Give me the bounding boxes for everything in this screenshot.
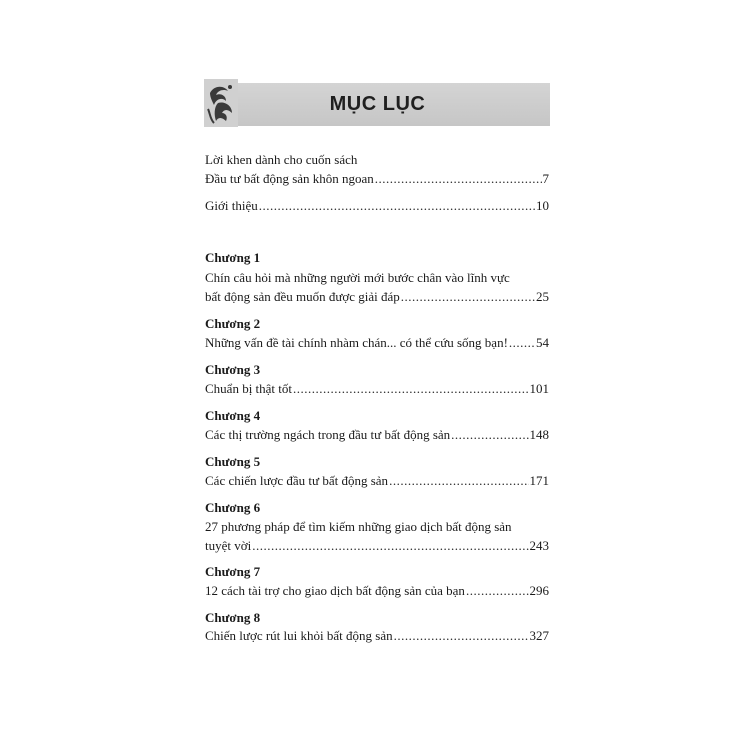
flourish-ornament-icon bbox=[204, 79, 238, 127]
toc-entry-chapter-5[interactable] bbox=[205, 473, 549, 489]
chapter-label: Chương 3 bbox=[205, 362, 261, 377]
toc-entry-title-line: 27 phương pháp để tìm kiếm những giao dịch bất động sản bbox=[205, 519, 512, 534]
toc-entry-chapter-8[interactable] bbox=[205, 628, 549, 644]
toc-entry-title: 12 cách tài trợ cho giao dịch bất động sản của bạn bbox=[205, 583, 465, 598]
toc-entry-chapter-4[interactable] bbox=[205, 427, 549, 443]
page-title: MỤC LỤC bbox=[329, 93, 426, 115]
toc-entry-title: Đầu tư bất động sản khôn ngoan bbox=[205, 171, 374, 186]
leader-dots bbox=[389, 473, 528, 489]
toc-entry-title: Các thị trường ngách trong đầu tư bất động sản bbox=[205, 427, 451, 442]
toc-page-number: 296 bbox=[529, 583, 549, 598]
chapter-label: Chương 6 bbox=[205, 500, 261, 515]
toc-entry-chapter-1[interactable] bbox=[205, 289, 549, 305]
toc-page-number: 10 bbox=[536, 198, 549, 213]
chapter-label: Chương 7 bbox=[205, 564, 261, 579]
toc-page-number: 243 bbox=[529, 538, 549, 553]
toc-entry-title: tuyệt vời bbox=[205, 538, 252, 553]
chapter-label: Chương 5 bbox=[205, 454, 261, 469]
toc-entry-praise[interactable] bbox=[205, 171, 549, 187]
leader-dots bbox=[375, 171, 542, 187]
leader-dots bbox=[509, 335, 535, 351]
toc-entry-title: bất động sản đều muốn được giải đáp bbox=[205, 289, 400, 304]
toc-praise-line1: Lời khen dành cho cuốn sách bbox=[205, 152, 358, 167]
leader-dots bbox=[252, 538, 528, 554]
toc-entry-title: Chuẩn bị thật tốt bbox=[205, 381, 293, 396]
toc-page-number: 25 bbox=[536, 289, 549, 304]
toc-entry-chapter-3[interactable] bbox=[205, 381, 549, 397]
chapter-label: Chương 8 bbox=[205, 610, 261, 625]
leader-dots bbox=[293, 381, 528, 397]
toc-page-number: 171 bbox=[529, 473, 549, 488]
toc-entry-chapter-6[interactable] bbox=[205, 538, 549, 554]
leader-dots bbox=[259, 198, 535, 214]
toc-page-number: 7 bbox=[542, 171, 549, 186]
toc-entry-title: Giới thiệu bbox=[205, 198, 258, 213]
chapter-label: Chương 2 bbox=[205, 316, 261, 331]
leader-dots bbox=[451, 427, 528, 443]
toc-entry-title: Chiến lược rút lui khỏi bất động sản bbox=[205, 628, 393, 643]
leader-dots bbox=[401, 289, 535, 305]
toc-entry-title: Những vấn đề tài chính nhàm chán... có thể cứu sống bạn! bbox=[205, 335, 508, 350]
toc-entry-chapter-2[interactable] bbox=[205, 335, 549, 351]
toc-page-number: 101 bbox=[529, 381, 549, 396]
toc-entry-chapter-7[interactable] bbox=[205, 583, 549, 599]
toc-page-number: 54 bbox=[536, 335, 549, 350]
toc-page-number: 148 bbox=[529, 427, 549, 442]
toc-entry-title-line: Chín câu hỏi mà những người mới bước chân vào lĩnh vực bbox=[205, 270, 510, 285]
chapter-label: Chương 1 bbox=[205, 250, 261, 265]
toc-entry-title: Các chiến lược đầu tư bất động sản bbox=[205, 473, 389, 488]
leader-dots bbox=[466, 583, 529, 599]
chapter-label: Chương 4 bbox=[205, 408, 261, 423]
toc-entry-introduction[interactable] bbox=[205, 198, 549, 214]
toc-header-band bbox=[205, 83, 550, 126]
toc-page-number: 327 bbox=[529, 628, 549, 643]
leader-dots bbox=[394, 628, 529, 644]
